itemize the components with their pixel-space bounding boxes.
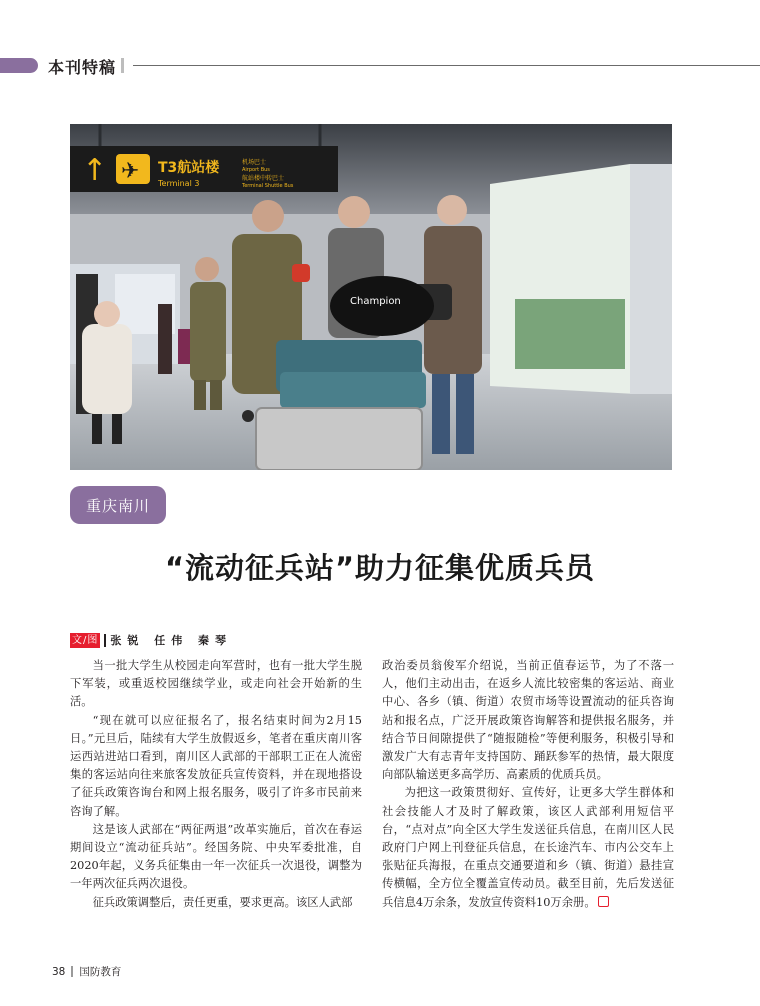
- end-mark-icon: [598, 896, 609, 907]
- plane-icon: ✈: [121, 159, 140, 184]
- body-paragraph: 这是该人武部在“两征两退”改革实施后，首次在春运期间设立“流动征兵站”。经国务院、中央军委批准，自2020年起，义务兵征集由一年一次征兵一次退役，调整为一年两次征兵两次退役。: [70, 822, 362, 891]
- region-tag: 重庆南川: [70, 486, 166, 524]
- airport-scene: [70, 124, 672, 470]
- svg-text:航站楼中转巴士: 航站楼中转巴士: [242, 175, 285, 182]
- byline-separator: [104, 634, 106, 647]
- footer-separator: [71, 966, 73, 977]
- body-paragraph-last: [382, 784, 674, 911]
- svg-text:机场巴士: 机场巴士: [242, 159, 267, 166]
- svg-text:Champion: Champion: [350, 296, 401, 307]
- body-paragraph: “现在就可以应征报名了，报名结束时间为2月15日。”元旦后，陆续有大学生放假返乡，笔者在重庆南川客运西站进站口看到，南川区人武部的干部职工正在人流密集的客运站向往来旅客发放征兵宣传资料，并在现地搭设了征兵政策咨询台和网上报名服务，吸引了许多市民前来咨询了解。: [70, 713, 362, 818]
- svg-text:Airport Bus: Airport Bus: [242, 167, 270, 173]
- svg-text:T3航站楼: T3航站楼: [158, 160, 220, 176]
- byline-names: 张锐 任伟 秦琴: [110, 634, 233, 647]
- magazine-name: 国防教育: [79, 966, 122, 978]
- svg-text:Terminal Shuttle Bus: Terminal Shuttle Bus: [242, 183, 294, 189]
- svg-text:Terminal 3: Terminal 3: [158, 179, 200, 188]
- body-column-left: [70, 657, 362, 912]
- body-column-right: [382, 657, 674, 912]
- body-paragraph: 政治委员翁俊军介绍说，当前正值春运节，为了不落一人，他们主动出击，在返乡人流比较密集的客运站、商业中心、各乡（镇、街道）农贸市场等设置流动的征兵咨询站和报名点，广泛开展政策咨询解答和提供报名服务，并结合节日间隙提供了“随报随检”等便利服务，积极引导和激发广大有志青年支持国防、踊跃参军的热情，最大限度向部队输送更多高学历、高素质的优质兵员。: [382, 659, 674, 782]
- header-rule: [133, 65, 760, 66]
- section-tab-bar: [0, 58, 38, 73]
- body-paragraph: 征兵政策调整后，责任更重，要求更高。该区人武部: [92, 895, 353, 909]
- byline: [70, 632, 232, 648]
- page-footer: [52, 964, 121, 979]
- body-paragraph-text: 为把这一政策贯彻好、宣传好，让更多大学生群体和社会技能人才及时了解政策，该区人武部利用短信平台，“点对点”向全区大学生发送征兵信息，在南川区人民政府门户网上刊登征兵信息，在长途汽车、市内公交车上张贴征兵海报，在重点交通要道和乡（镇、街道）悬挂宣传横幅，全方位全覆盖宣传动员。截至目前，先后发送征兵信息4万余条，发放宣传资料10万余册。: [382, 786, 674, 909]
- body-paragraph: 当一批大学生从校园走向军营时，也有一批大学生脱下军装，或重返校园继续学业，或走向社会开始新的生活。: [70, 659, 362, 709]
- page-number: 38: [52, 965, 66, 978]
- byline-label: 文/图: [72, 634, 99, 646]
- article-photo: [70, 124, 672, 470]
- article-headline: “流动征兵站”助力征集优质兵员: [164, 551, 596, 585]
- arrow-up-icon: ↑: [82, 153, 108, 188]
- section-title: 本刊特稿: [48, 58, 117, 77]
- section-separator: [121, 58, 124, 73]
